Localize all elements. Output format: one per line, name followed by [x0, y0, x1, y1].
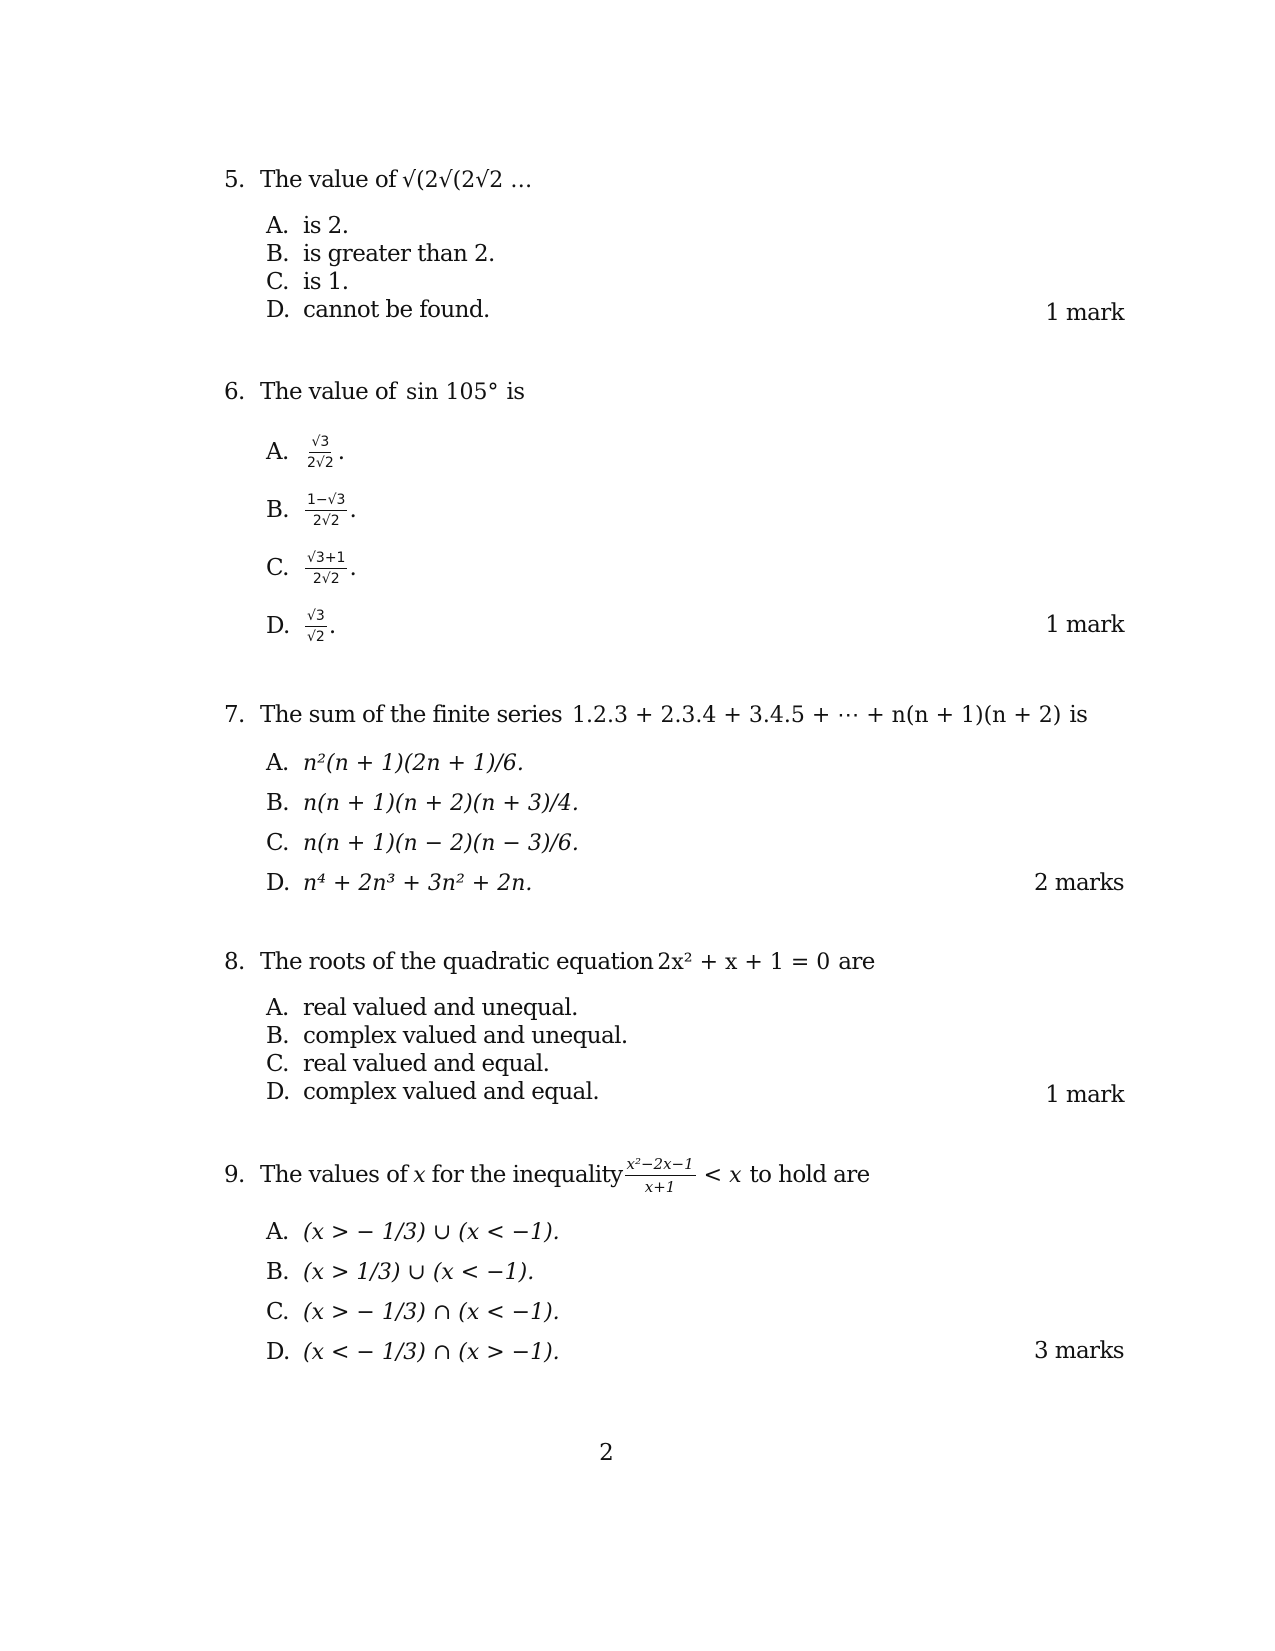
- fraction-denominator: 2√2: [312, 512, 340, 529]
- option-a[interactable]: [266, 1216, 560, 1248]
- stem-text: The values of: [260, 1162, 408, 1188]
- option-d[interactable]: [266, 294, 490, 326]
- option-text: is greater than 2.: [303, 241, 495, 267]
- marks-label: 1 mark: [1045, 300, 1124, 326]
- stem-end: is: [506, 379, 525, 405]
- option-fraction: [305, 550, 347, 587]
- option-math: n(n + 1)(n − 2)(n − 3)/6.: [303, 830, 579, 856]
- option-letter: A.: [266, 213, 289, 239]
- option-text: complex valued and unequal.: [303, 1023, 628, 1049]
- option-letter: C.: [266, 830, 289, 856]
- option-b[interactable]: [266, 488, 356, 532]
- question-stem: [224, 695, 1087, 735]
- option-letter: D.: [266, 297, 290, 323]
- stem-end: are: [838, 949, 875, 975]
- option-text: complex valued and equal.: [303, 1079, 600, 1105]
- marks-label: 1 mark: [1045, 612, 1124, 638]
- page-number: 2: [599, 1440, 614, 1466]
- option-math: n⁴ + 2n³ + 3n² + 2n.: [303, 870, 533, 896]
- option-letter: D.: [266, 870, 290, 896]
- stem-end: is: [1069, 702, 1088, 728]
- option-letter: B.: [266, 1023, 290, 1049]
- fraction-numerator: √3: [309, 434, 331, 453]
- option-c[interactable]: [266, 827, 579, 859]
- fraction-denominator: x+1: [644, 1177, 676, 1196]
- stem-middle: for the inequality: [431, 1162, 623, 1188]
- option-text: real valued and unequal.: [303, 995, 578, 1021]
- option-b[interactable]: [266, 787, 579, 819]
- option-letter: C.: [266, 555, 289, 581]
- stem-math: 2x² + x + 1 = 0: [657, 949, 831, 975]
- option-math: (x < − 1/3) ∩ (x > −1).: [303, 1339, 560, 1365]
- stem-math: < x: [703, 1162, 742, 1188]
- option-math: (x > − 1/3) ∪ (x < −1).: [303, 1219, 560, 1245]
- option-end: .: [349, 555, 357, 581]
- fraction-denominator: 2√2: [307, 454, 334, 471]
- option-letter: C.: [266, 1299, 289, 1325]
- option-a[interactable]: [266, 747, 524, 779]
- question-number: 7.: [224, 702, 245, 728]
- option-letter: C.: [266, 1051, 289, 1077]
- option-letter: D.: [266, 1339, 290, 1365]
- option-letter: B.: [266, 497, 290, 523]
- option-letter: B.: [266, 790, 290, 816]
- option-d[interactable]: [266, 604, 336, 648]
- stem-text: The roots of the quadratic equation: [260, 949, 654, 975]
- question-stem: [224, 1152, 870, 1198]
- question-stem: [224, 942, 875, 982]
- option-letter: B.: [266, 1259, 290, 1285]
- option-letter: D.: [266, 1079, 290, 1105]
- option-c[interactable]: [266, 1296, 560, 1328]
- option-end: .: [349, 497, 357, 523]
- option-text: is 2.: [303, 213, 349, 239]
- question-stem: [224, 372, 525, 412]
- option-end: .: [337, 439, 345, 465]
- option-text: is 1.: [303, 269, 349, 295]
- option-d[interactable]: [266, 1076, 599, 1108]
- option-d[interactable]: [266, 867, 532, 899]
- option-end: .: [328, 613, 336, 639]
- option-c[interactable]: [266, 546, 356, 590]
- stem-math: 1.2.3 + 2.3.4 + 3.4.5 + ⋯ + n(n + 1)(n + 2): [572, 702, 1062, 728]
- option-d[interactable]: [266, 1336, 560, 1368]
- stem-math: sin 105°: [406, 379, 499, 405]
- option-letter: C.: [266, 269, 289, 295]
- fraction-numerator: 1−√3: [305, 492, 347, 511]
- stem-variable: x: [413, 1162, 426, 1188]
- fraction-denominator: √2: [307, 628, 325, 645]
- question-number: 9.: [224, 1162, 245, 1188]
- stem-end: to hold are: [749, 1162, 870, 1188]
- question-number: 5.: [224, 167, 245, 193]
- option-fraction: [305, 608, 327, 645]
- inequality-fraction: [625, 1155, 696, 1196]
- option-a[interactable]: [266, 430, 344, 474]
- marks-label: 1 mark: [1045, 1082, 1124, 1108]
- fraction-denominator: 2√2: [312, 570, 340, 587]
- option-letter: B.: [266, 241, 290, 267]
- option-letter: A.: [266, 750, 289, 776]
- option-letter: D.: [266, 613, 290, 639]
- option-text: real valued and equal.: [303, 1051, 550, 1077]
- stem-math: √(2√(2√2 …: [402, 167, 533, 193]
- stem-text: The value of: [260, 379, 397, 405]
- option-fraction: [305, 434, 336, 471]
- fraction-numerator: √3: [305, 608, 327, 627]
- option-math: n²(n + 1)(2n + 1)/6.: [303, 750, 524, 776]
- option-fraction: [305, 492, 347, 529]
- option-math: (x > 1/3) ∪ (x < −1).: [303, 1259, 535, 1285]
- question-number: 8.: [224, 949, 245, 975]
- option-math: (x > − 1/3) ∩ (x < −1).: [303, 1299, 560, 1325]
- fraction-numerator: x²−2x−1: [625, 1155, 696, 1176]
- marks-label: 2 marks: [1033, 870, 1124, 896]
- fraction-numerator: √3+1: [305, 550, 347, 569]
- question-number: 6.: [224, 379, 245, 405]
- option-letter: A.: [266, 1219, 289, 1245]
- option-letter: A.: [266, 995, 289, 1021]
- option-math: n(n + 1)(n + 2)(n + 3)/4.: [303, 790, 579, 816]
- marks-label: 3 marks: [1033, 1338, 1124, 1364]
- stem-text: The value of: [260, 167, 397, 193]
- stem-text: The sum of the finite series: [260, 702, 563, 728]
- option-text: cannot be found.: [303, 297, 490, 323]
- question-stem: [224, 160, 532, 200]
- option-letter: A.: [266, 439, 289, 465]
- option-b[interactable]: [266, 1256, 534, 1288]
